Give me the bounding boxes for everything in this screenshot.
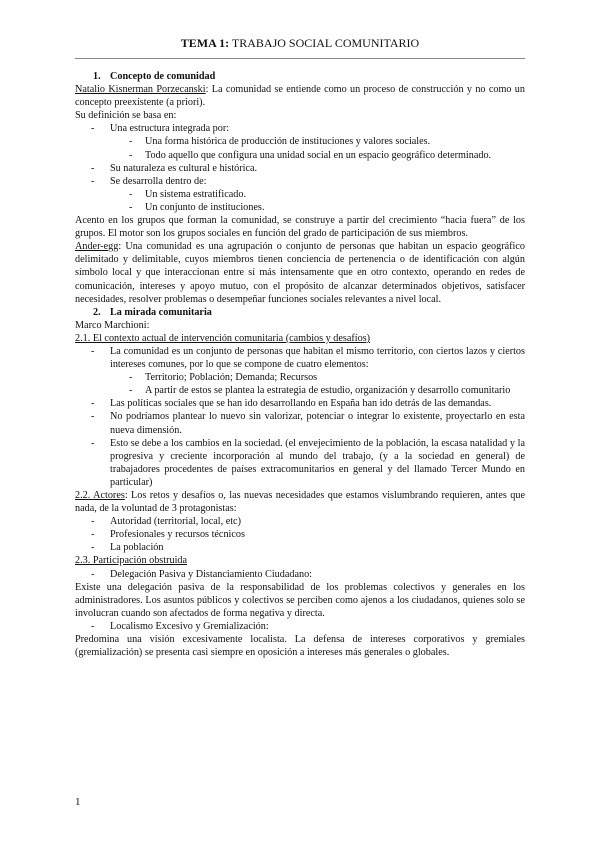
page-title-bold: TEMA 1: bbox=[180, 36, 230, 50]
subsection-2-2-heading: 2.2. Actores bbox=[75, 490, 125, 501]
paragraph-actores: 2.2. Actores: Los retos y desafíos o, las nuevas necesidades que estamos vislumbrando requieren, antes que nada, de la voluntad de 3 protagonistas: bbox=[75, 490, 525, 515]
document-body bbox=[75, 70, 525, 659]
list-item: - No podríamos plantear lo nuevo sin valorizar, potenciar o integrar lo existente, proyectarlo en esta nueva dimensión. bbox=[91, 411, 525, 436]
list-item: - Localismo Excesivo y Gremialización: bbox=[91, 620, 269, 632]
list-item: - Una estructura integrada por: bbox=[91, 123, 230, 135]
sub-list-item: - Territorio; Población; Demanda; Recursos bbox=[129, 372, 318, 384]
page-title bbox=[0, 36, 600, 51]
header-divider bbox=[75, 58, 525, 59]
list-item: - La comunidad es un conjunto de personas que habitan el mismo territorio, con ciertos lazos y ciertos intereses comunes, por lo que se compone de cuatro elementos: bbox=[91, 345, 525, 371]
list-item: - Delegación Pasiva y Distanciamiento Ciudadano: bbox=[91, 568, 312, 580]
list-item: - Profesionales y recursos técnicos bbox=[91, 529, 245, 541]
paragraph-localismo: Predomina una visión excesivamente localista. La defensa de intereses corporativos y gremiales (gremialización) se presenta casi siempre en oposición a intereses más generales o globales. bbox=[75, 634, 525, 659]
list-item: - Autoridad (territorial, local, etc) bbox=[91, 516, 241, 528]
sub-list-item: - A partir de estos se plantea la estrategia de estudio, organización y desarrollo comunitario bbox=[129, 385, 511, 397]
list-item: - Se desarrolla dentro de: bbox=[91, 175, 207, 187]
section-1-heading: 1. Concepto de comunidad bbox=[93, 71, 216, 82]
paragraph-delegacion: Existe una delegación pasiva de la responsabilidad de los problemas colectivos y generales en los administradores. Los asuntos públicos y colectivos se perciben como ajenos a los ciudadanos, quienes solo se involucran cuando son afectados de forma negativa y directa. bbox=[75, 581, 525, 619]
basis-intro: Su definición se basa en: bbox=[75, 110, 177, 122]
paragraph-ander-egg: Ander-egg: Una comunidad es una agrupación o conjunto de personas que habitan un espacio geográfico delimitado y delimitable, cuyos miembros tienen conciencia de pertenencia o de identificación con algún símbolo local y que interaccionan entre sí más intensamente que en otro contexto, operando en redes de comunicación, intereses y apoyo mutuo, con el propósito de alcanzar determinados objetivos, satisfacer necesidades, resolver problemas o desempeñar funciones sociales relevantes a nivel local. bbox=[75, 241, 525, 305]
list-item: - La población bbox=[91, 542, 164, 554]
page-number: 1 bbox=[75, 796, 81, 808]
list-item: - Su naturaleza es cultural e histórica. bbox=[91, 162, 258, 174]
list-item: - Esto se debe a los cambios en la sociedad. (el envejecimiento de la población, la escasa natalidad y la progresiva y creciente incorporación al mundo del trabajo, (y a la sociedad en general) de trabajadores procedentes de países extracomunitarios en general y del llamado Tercer Mundo en particular) bbox=[91, 437, 525, 488]
section-2-heading: 2. La mirada comunitaria bbox=[93, 306, 212, 318]
page-title-rest: TRABAJO SOCIAL COMUNITARIO bbox=[229, 36, 420, 50]
sub-list-item: - Un conjunto de instituciones. bbox=[129, 201, 265, 213]
sub-list-item: - Un sistema estratificado. bbox=[129, 188, 246, 200]
subsection-2-3-heading: 2.3. Participación obstruida bbox=[75, 555, 188, 567]
list-item: - Las políticas sociales que se han ido desarrollando en España han ido detrás de las demandas. bbox=[91, 398, 492, 410]
paragraph-kisnerman: Natalio Kisnerman Porzecanski: La comunidad se entiende como un proceso de construcción y no como un concepto preexistente (a priori). bbox=[75, 84, 525, 109]
paragraph-groups: Acento en los grupos que forman la comunidad, se construye a partir del crecimiento “hacia fuera” de los grupos. El motor son los grupos sociales en función del grado de participación de sus miembros. bbox=[75, 215, 525, 240]
sub-list-item: - Todo aquello que configura una unidad social en un espacio geográfico determinado. bbox=[129, 149, 492, 161]
subsection-2-1-heading: 2.1. El contexto actual de intervención comunitaria (cambios y desafíos) bbox=[75, 332, 371, 344]
author-marchioni: Marco Marchioni: bbox=[75, 319, 150, 331]
author-ander-egg: Ander-egg bbox=[75, 241, 119, 253]
sub-list-item: - Una forma histórica de producción de instituciones y valores sociales. bbox=[129, 136, 431, 148]
author-kisnerman: Natalio Kisnerman Porzecanski bbox=[75, 84, 206, 96]
